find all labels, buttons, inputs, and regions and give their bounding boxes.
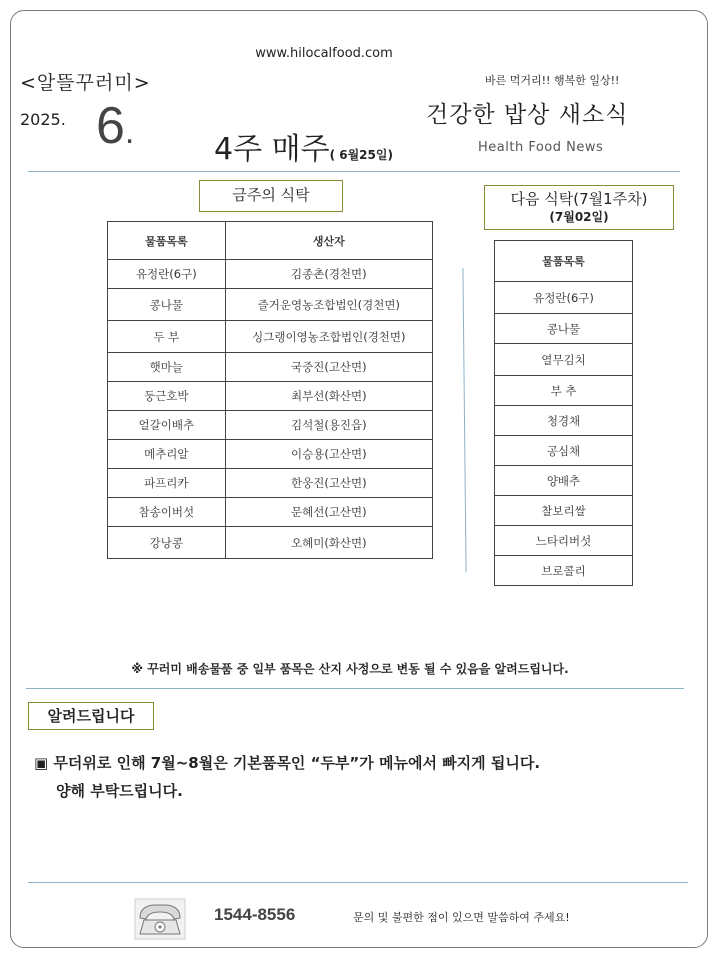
table-row	[108, 353, 433, 382]
table-row	[108, 469, 433, 498]
notice-line-1: ▣ 무더위로 인해 7월~8월은 기본품목인 “두부”가 메뉴에서 빠지게 됩니다.	[34, 754, 541, 772]
notice-title: 알려드립니다	[28, 702, 154, 730]
newsletter-subheadline: Health Food News	[478, 140, 604, 155]
producer-cell: 문혜선(고산면)	[225, 498, 432, 527]
item-cell: 청경채	[495, 406, 633, 436]
notice-line-2: 양해 부탁드립니다.	[56, 782, 183, 800]
item-cell: 찰보리쌀	[495, 496, 633, 526]
producer-cell: 싱그랭이영농조합법인(경천면)	[225, 321, 432, 353]
table-row	[108, 289, 433, 321]
column-header-item: 물품목록	[108, 222, 226, 260]
list-item	[495, 406, 633, 436]
item-cell: 두 부	[108, 321, 226, 353]
list-item	[495, 526, 633, 556]
table-row	[108, 498, 433, 527]
table-row	[108, 382, 433, 411]
notice-divider	[26, 688, 684, 689]
item-cell: 둥근호박	[108, 382, 226, 411]
issue-month-number: 6	[96, 97, 125, 155]
next-week-title: 다음 식탁(7월1주차)	[510, 190, 648, 208]
table-row	[108, 440, 433, 469]
list-item	[495, 282, 633, 314]
item-cell: 햇마늘	[108, 353, 226, 382]
producer-cell: 김종촌(경천면)	[225, 260, 432, 289]
item-cell: 공심채	[495, 436, 633, 466]
header-divider	[28, 171, 680, 172]
contact-message: 문의 및 불편한 점이 있으면 말씀하여 주세요!	[353, 911, 570, 924]
list-item	[495, 436, 633, 466]
item-cell: 참송이버섯	[108, 498, 226, 527]
producer-cell: 즐거운영농조합법인(경천면)	[225, 289, 432, 321]
list-item	[495, 344, 633, 376]
issue-month-dot: .	[124, 113, 135, 151]
issue-year: 2025.	[20, 110, 66, 129]
item-cell: 강낭콩	[108, 527, 226, 559]
next-week-table	[494, 240, 633, 586]
column-header-item: 물품목록	[495, 241, 633, 282]
issue-week-label: 4주 매주	[214, 132, 330, 167]
table-header-row	[495, 241, 633, 282]
table-row	[108, 527, 433, 559]
producer-cell: 국중진(고산면)	[225, 353, 432, 382]
slogan: 바른 먹거리!! 행복한 일상!!	[485, 74, 620, 87]
column-header-producer: 생산자	[225, 222, 432, 260]
issue-month	[96, 96, 134, 156]
item-cell: 양배추	[495, 466, 633, 496]
item-cell: 느타리버섯	[495, 526, 633, 556]
table-header-row	[108, 222, 433, 260]
table-row	[108, 321, 433, 353]
website-url[interactable]: www.hilocalfood.com	[255, 46, 393, 61]
list-item	[495, 496, 633, 526]
brand-name: <알뜰꾸러미>	[20, 72, 151, 94]
next-week-date: (7월02일)	[549, 210, 609, 224]
table-row	[108, 260, 433, 289]
item-cell: 콩나물	[108, 289, 226, 321]
item-cell: 유정란(6구)	[495, 282, 633, 314]
item-cell: 얼갈이배추	[108, 411, 226, 440]
list-item	[495, 556, 633, 586]
table-row	[108, 411, 433, 440]
producer-cell: 최부선(화산면)	[225, 382, 432, 411]
item-cell: 콩나물	[495, 314, 633, 344]
footer-divider	[28, 882, 688, 883]
item-cell: 유정란(6구)	[108, 260, 226, 289]
list-item	[495, 466, 633, 496]
next-week-label	[484, 185, 674, 230]
item-cell: 파프리카	[108, 469, 226, 498]
phone-number[interactable]: 1544-8556	[214, 905, 296, 924]
this-week-table	[107, 221, 433, 559]
producer-cell: 한웅진(고산면)	[225, 469, 432, 498]
producer-cell: 이승용(고산면)	[225, 440, 432, 469]
item-cell: 열무김치	[495, 344, 633, 376]
telephone-icon	[134, 898, 186, 940]
newsletter-headline: 건강한 밥상 새소식	[426, 102, 629, 128]
list-item	[495, 314, 633, 344]
this-week-label: 금주의 식탁	[199, 180, 343, 212]
producer-cell: 오혜미(화산면)	[225, 527, 432, 559]
issue-week-date: ( 6월25일)	[329, 148, 393, 162]
producer-cell: 김석철(용진읍)	[225, 411, 432, 440]
item-cell: 부 추	[495, 376, 633, 406]
list-item	[495, 376, 633, 406]
substitution-footnote: ※ 꾸러미 배송물품 중 일부 품목은 산지 사정으로 변동 될 수 있음을 알려드립니다.	[131, 662, 569, 676]
issue-week	[214, 124, 393, 168]
item-cell: 브로콜리	[495, 556, 633, 586]
item-cell: 메추리알	[108, 440, 226, 469]
